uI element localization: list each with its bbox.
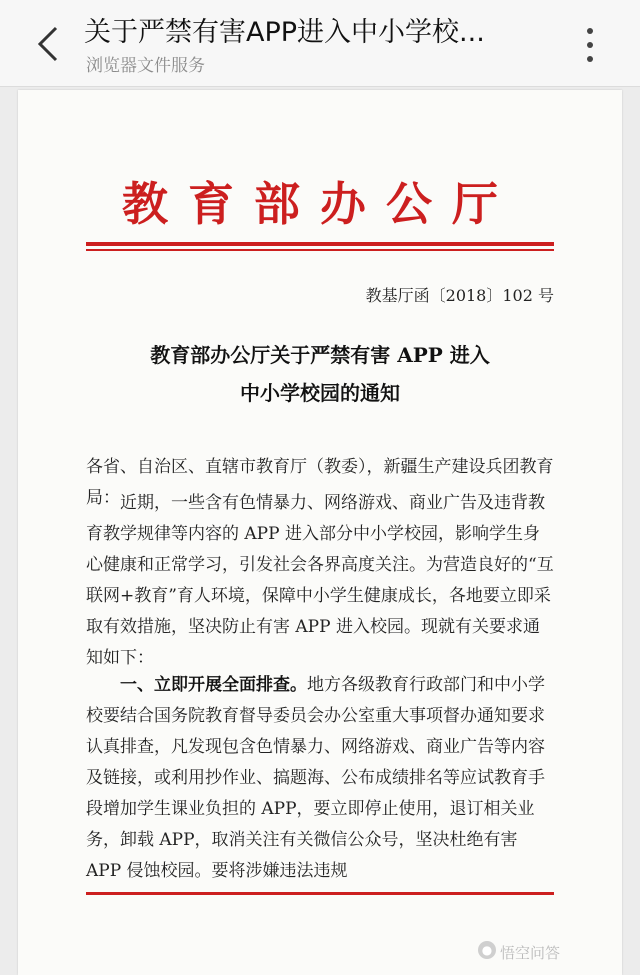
page-subtitle: 浏览器文件服务 <box>86 56 205 76</box>
red-divider-bottom <box>86 892 554 895</box>
page-title: 关于严禁有害APP进入中小学校... <box>84 17 485 48</box>
paragraph-1: 近期，一些含有色情暴力、网络游戏、商业广告及违背教育教学规律等内容的 APP 进入部分中小学校园，影响学生身心健康和正常学习，引发社会各界高度关注。为营造良好的“互联网+教育”育人环境，保障中小学生健康成长，各地要立即采取有效措施，坚决防止有害 APP 进入校园。现就有关要求通知如下： <box>86 493 554 668</box>
document-number: 教基厅函〔2018〕102 号 <box>365 286 554 305</box>
red-divider <box>86 242 554 246</box>
document-title-line2: 中小学校园的通知 <box>240 381 400 405</box>
red-divider-thin <box>86 249 554 251</box>
top-bar <box>0 0 640 87</box>
watermark-text: 悟空问答 <box>500 944 561 962</box>
section-1 <box>86 670 554 887</box>
back-arrow-icon[interactable] <box>30 24 70 64</box>
document-title-line1: 教育部办公厅关于严禁有害 APP 进入 <box>150 343 490 367</box>
more-options-icon[interactable] <box>580 26 600 64</box>
watermark-logo-icon: ● <box>478 941 496 959</box>
section-1-heading: 一、立即开展全面排查。 <box>120 675 307 695</box>
salutation: 各省、自治区、直辖市教育厅（教委），新疆生产建设兵团教育局： <box>86 457 554 508</box>
section-1-body: 地方各级教育行政部门和中小学校要结合国务院教育督导委员会办公室重大事项督办通知要求认真排查，凡发现包含色情暴力、网络游戏、商业广告等内容及链接，或利用抄作业、搞题海、公布成绩排名等应试教育手段增加学生课业负担的 APP，要立即停止使用，退订相关业务，卸载 APP，取消关注有关微信公众号，坚决杜绝有害 APP 侵蚀校园。要将涉嫌违法违规 <box>86 675 545 881</box>
issuer-heading: 教育部办公厅 <box>122 177 518 231</box>
